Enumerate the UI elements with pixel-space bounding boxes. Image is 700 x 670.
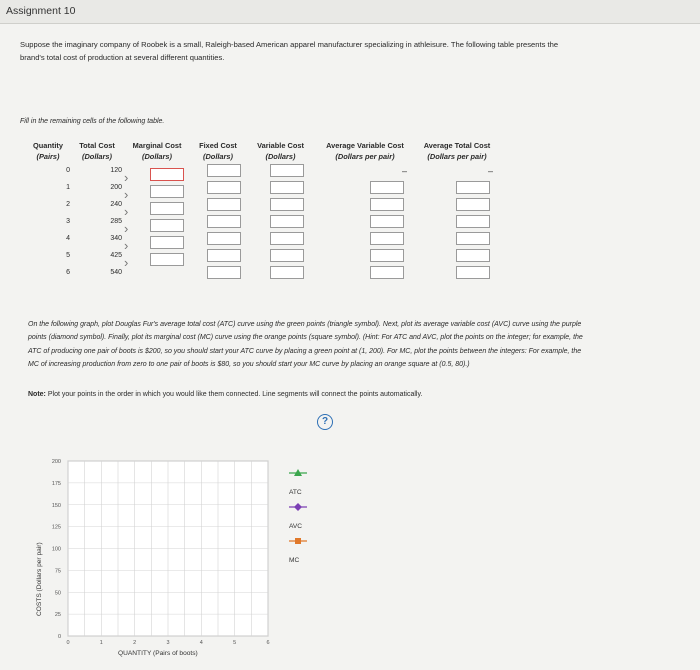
fixed-input[interactable] [207, 215, 241, 228]
quantity-cell: 2 [66, 201, 70, 208]
y-tick-label: 125 [51, 524, 61, 531]
marginal-cost-input[interactable] [150, 219, 184, 232]
column-header-title: Marginal Cost [132, 141, 182, 150]
column-header [28, 140, 68, 162]
quantity-cell: 0 [66, 167, 70, 174]
column-header-title: Variable Cost [257, 141, 304, 150]
intro-text: Suppose the imaginary company of Roobek is a small, Raleigh-based American apparel manufacturer specializing in athleisure. The following table presents the brand's total cost of production at several different quantities. [20, 40, 559, 62]
x-tick-label: 1 [99, 640, 103, 646]
atc-input[interactable] [456, 181, 490, 194]
cost-graph[interactable] [28, 448, 373, 670]
legend-label: AVC [289, 523, 303, 530]
marginal-cost-input[interactable] [150, 236, 184, 249]
y-axis-title: COSTS (Dollars per pair) [36, 542, 43, 616]
avc-input[interactable] [370, 198, 404, 211]
total-cost-cell: 240 [110, 201, 122, 208]
total-cost-cell: 340 [110, 235, 122, 242]
marginal-cost-input[interactable] [150, 202, 184, 215]
atc-dash: – [488, 166, 494, 176]
fill-prompt: Fill in the remaining cells of the following table. [20, 118, 165, 125]
y-tick-label: 0 [57, 634, 61, 640]
diamond-icon[interactable] [288, 502, 308, 512]
y-tick-label: 175 [51, 480, 61, 487]
window-title: Assignment 10 [6, 5, 76, 17]
quantity-cell: 6 [66, 269, 70, 276]
variable-input[interactable] [270, 198, 304, 211]
x-tick-label: 0 [66, 640, 70, 646]
column-header [320, 140, 410, 162]
y-tick-label: 75 [54, 568, 61, 575]
variable-input[interactable] [270, 232, 304, 245]
y-tick-label: 25 [54, 612, 61, 619]
atc-input[interactable] [456, 232, 490, 245]
column-header-unit: (Dollars per pair) [335, 152, 395, 161]
chevron-right-icon: › [124, 238, 129, 253]
fixed-cost-input[interactable] [207, 164, 241, 177]
window-titlebar [0, 0, 700, 24]
atc-input[interactable] [456, 215, 490, 228]
total-cost-cell: 540 [110, 269, 122, 276]
total-cost-cell: 285 [110, 218, 122, 225]
chevron-right-icon: › [124, 221, 129, 236]
column-header-title: Average Variable Cost [326, 141, 404, 150]
column-header [195, 140, 241, 162]
legend-label: ATC [289, 489, 302, 496]
column-header-unit: (Dollars) [82, 152, 112, 161]
column-header-title: Quantity [33, 141, 63, 150]
column-header-title: Total Cost [79, 141, 115, 150]
quantity-cell: 5 [66, 252, 70, 259]
variable-input[interactable] [270, 215, 304, 228]
y-tick-label: 50 [54, 590, 61, 597]
note-text: Plot your points in the order in which you would like them connected. Line segments will connect the points automatically. [47, 391, 423, 398]
column-header-title: Average Total Cost [423, 141, 491, 150]
variable-input[interactable] [270, 266, 304, 279]
total-cost-cell: 425 [110, 252, 122, 259]
y-tick-label: 100 [51, 546, 61, 553]
total-cost-cell: 200 [110, 184, 122, 191]
column-header-title: Fixed Cost [199, 141, 237, 150]
variable-input[interactable] [270, 181, 304, 194]
avc-input[interactable] [370, 232, 404, 245]
marginal-cost-input[interactable] [150, 253, 184, 266]
x-tick-label: 4 [199, 640, 203, 646]
marginal-cost-input[interactable] [150, 185, 184, 198]
chevron-right-icon: › [124, 255, 129, 270]
chevron-right-icon: › [124, 204, 129, 219]
x-tick-label: 5 [233, 640, 237, 646]
x-tick-label: 6 [266, 640, 270, 646]
avc-input[interactable] [370, 181, 404, 194]
column-header-unit: (Dollars) [265, 152, 296, 161]
avc-input[interactable] [370, 266, 404, 279]
column-header [253, 140, 308, 162]
column-header-unit: (Dollars) [142, 152, 172, 161]
column-header-unit: (Dollars per pair) [427, 152, 487, 161]
atc-input[interactable] [456, 266, 490, 279]
fixed-input[interactable] [207, 198, 241, 211]
square-icon[interactable] [288, 536, 308, 546]
atc-input[interactable] [456, 198, 490, 211]
x-tick-label: 3 [166, 640, 170, 646]
quantity-cell: 1 [66, 184, 70, 191]
x-axis-title: QUANTITY (Pairs of boots) [118, 650, 198, 657]
variable-cost-input[interactable] [270, 164, 304, 177]
chevron-right-icon: › [124, 187, 129, 202]
column-header-unit: (Dollars) [203, 152, 233, 161]
avc-dash: – [402, 166, 408, 176]
y-tick-label: 200 [51, 459, 61, 465]
total-cost-cell: 120 [110, 167, 122, 174]
legend-label: MC [289, 557, 300, 564]
fixed-input[interactable] [207, 266, 241, 279]
column-header [418, 140, 496, 162]
help-icon[interactable]: ? [317, 414, 333, 430]
note [28, 391, 583, 398]
avc-input[interactable] [370, 215, 404, 228]
variable-input[interactable] [270, 249, 304, 262]
fixed-input[interactable] [207, 249, 241, 262]
quantity-cell: 4 [66, 235, 70, 242]
note-label: Note: [28, 391, 46, 398]
triangle-icon[interactable] [288, 468, 308, 478]
fixed-input[interactable] [207, 232, 241, 245]
graph-instructions: On the following graph, plot Douglas Fur's average total cost (ATC) curve using the green points (triangle symbol). Next, plot its average variable cost (AVC) curve using the purple points (diamond symbol). Finally, plot its marginal cost (MC) curve using the orange points (square symbol). (Hint: For ATC and AVC, plot the points on the integer; for example, the ATC of producing one pair of boots is $200, so you should start your ATC curve by placing a green point at (1, 200). For MC, plot the points between the integers: For example, the MC of increasing production from zero to one pair of boots is $80, so you should start your MC curve by placing an orange square at (0.5, 80).) [28, 321, 583, 368]
avc-input[interactable] [370, 249, 404, 262]
atc-input[interactable] [456, 249, 490, 262]
chevron-right-icon: › [124, 170, 129, 185]
fixed-input[interactable] [207, 181, 241, 194]
x-tick-label: 2 [133, 640, 137, 646]
quantity-cell: 3 [66, 218, 70, 225]
y-tick-label: 150 [51, 502, 61, 509]
column-header-unit: (Pairs) [36, 152, 60, 161]
marginal-cost-input[interactable] [150, 168, 184, 181]
column-header [127, 140, 187, 162]
column-header [74, 140, 120, 162]
